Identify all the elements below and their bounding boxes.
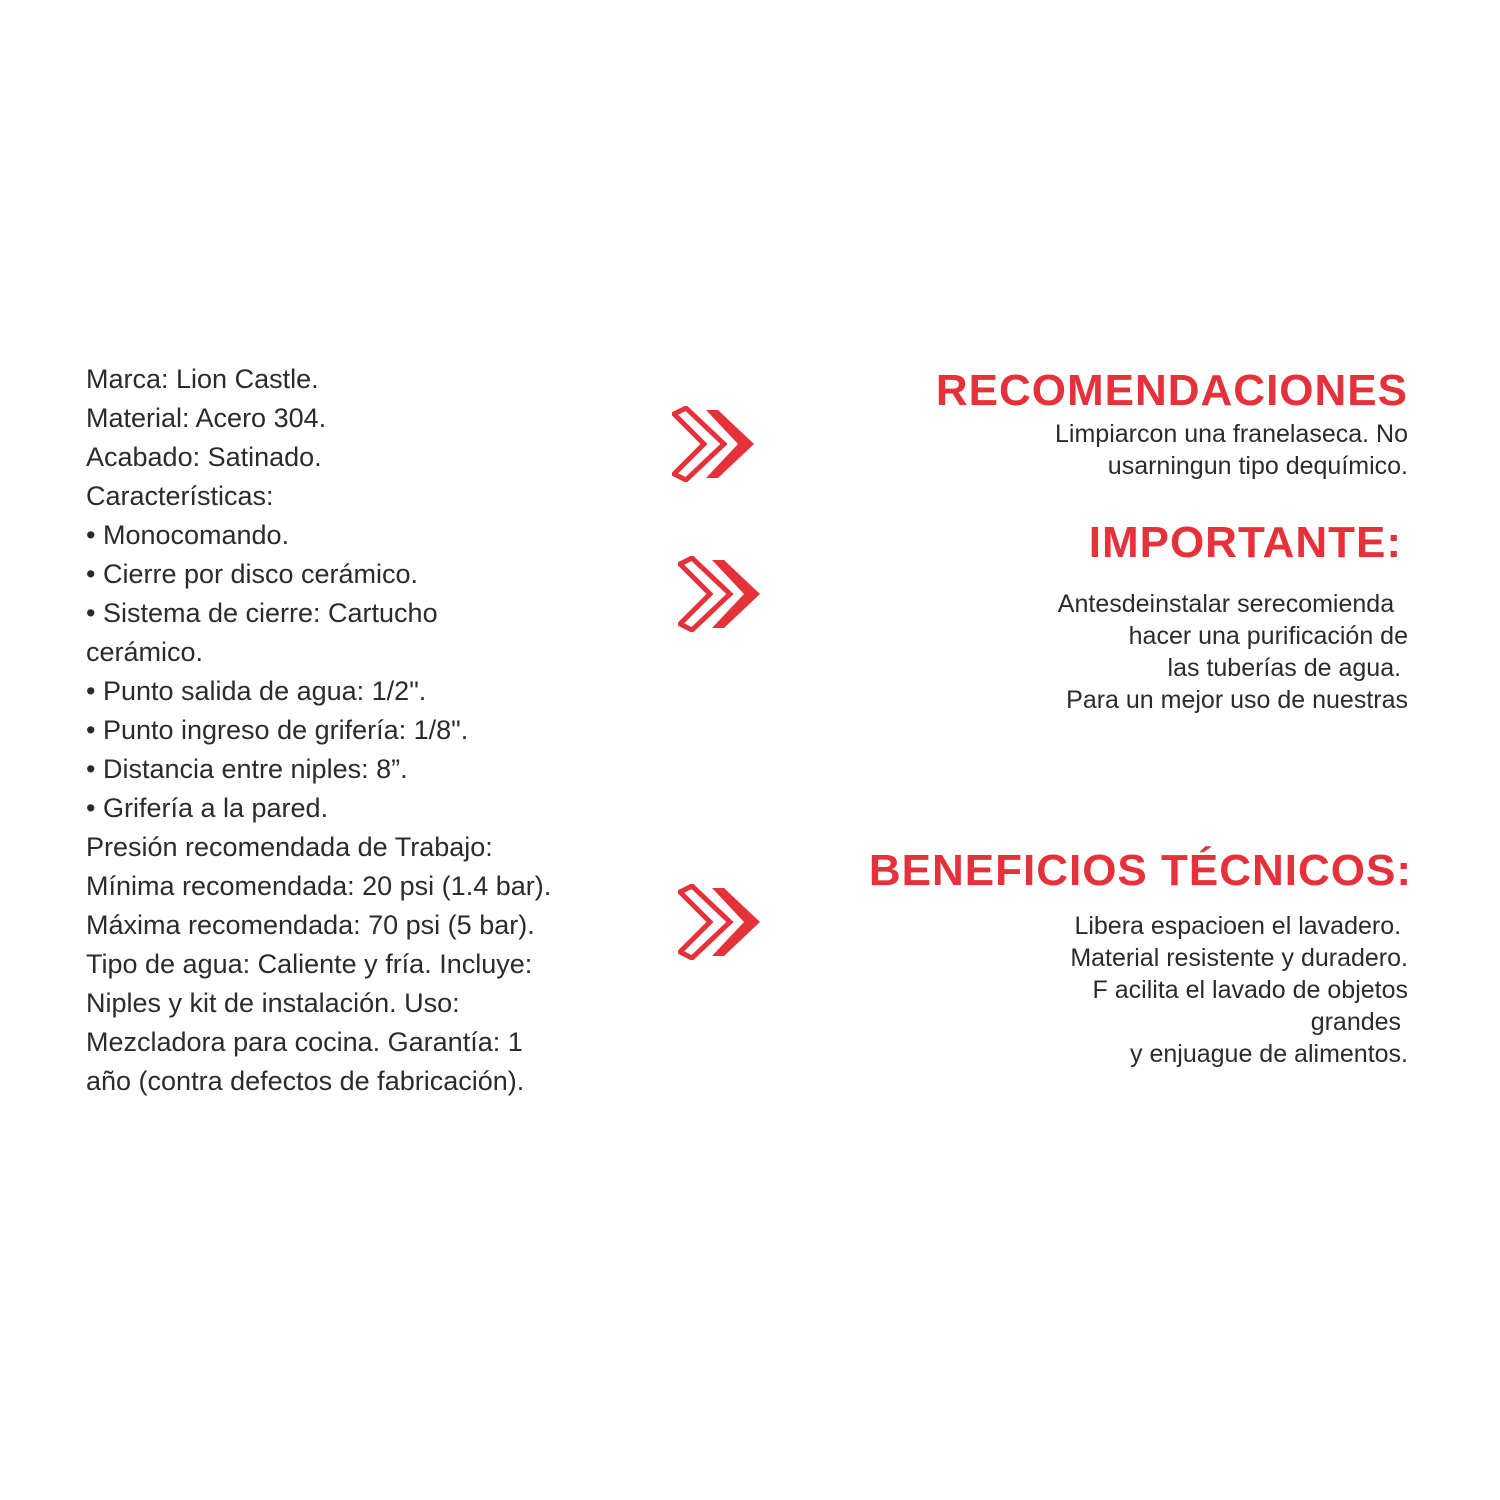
double-chevron-right-icon	[678, 556, 762, 632]
spec-line: • Sistema de cierre: Cartucho	[86, 598, 438, 628]
beneficios-section	[869, 844, 1412, 898]
spec-line: cerámico.	[86, 637, 204, 667]
beneficios-heading: BENEFICIOS TÉCNICOS:	[868, 846, 1412, 895]
spec-line: Material: Acero 304.	[86, 403, 327, 433]
importante-section	[1089, 516, 1402, 570]
spec-line: Presión recomendada de Trabajo:	[86, 832, 493, 862]
beneficios-line: y enjuague de alimentos.	[1130, 1040, 1408, 1068]
product-specs-list	[86, 360, 686, 1101]
spec-line: Acabado: Satinado.	[86, 442, 322, 472]
importante-heading: IMPORTANTE:	[1088, 518, 1402, 567]
spec-line: • Grifería a la pared.	[86, 793, 329, 823]
importante-body	[1058, 588, 1408, 716]
spec-line: • Distancia entre niples: 8”.	[86, 754, 408, 784]
spec-line: • Monocomando.	[86, 520, 290, 550]
recomendaciones-line: Limpiarcon una franelaseca. No	[1055, 420, 1408, 448]
beneficios-line: F acilita el lavado de objetos	[1092, 976, 1408, 1004]
beneficios-line: grandes	[1310, 1008, 1408, 1036]
spec-line: Máxima recomendada: 70 psi (5 bar).	[86, 910, 535, 940]
recomendaciones-section	[936, 364, 1408, 482]
spec-line: Mezcladora para cocina. Garantía: 1	[86, 1027, 523, 1057]
beneficios-line: Libera espacioen el lavadero.	[1074, 912, 1408, 940]
beneficios-line: Material resistente y duradero.	[1070, 944, 1408, 972]
double-chevron-right-icon	[678, 884, 762, 960]
spec-line: año (contra defectos de fabricación).	[86, 1066, 525, 1096]
recomendaciones-line: usarningun tipo dequímico.	[1107, 452, 1408, 480]
double-chevron-right-icon	[672, 406, 756, 482]
spec-line: Características:	[86, 481, 274, 511]
spec-line: • Punto ingreso de grifería: 1/8".	[86, 715, 469, 745]
spec-line: Marca: Lion Castle.	[86, 364, 319, 394]
spec-line: • Punto salida de agua: 1/2".	[86, 676, 427, 706]
spec-line: Mínima recomendada: 20 psi (1.4 bar).	[86, 871, 552, 901]
spec-line: Niples y kit de instalación. Uso:	[86, 988, 460, 1018]
importante-line: hacer una purificación de	[1128, 622, 1408, 650]
spec-line: Tipo de agua: Caliente y fría. Incluye:	[86, 949, 533, 979]
spec-line: • Cierre por disco cerámico.	[86, 559, 419, 589]
importante-line: Para un mejor uso de nuestras	[1066, 686, 1408, 714]
importante-line: Antesdeinstalar serecomienda	[1057, 590, 1408, 618]
recomendaciones-heading: RECOMENDACIONES	[935, 366, 1408, 415]
beneficios-body	[1070, 910, 1408, 1070]
importante-line: las tuberías de agua.	[1167, 654, 1408, 682]
